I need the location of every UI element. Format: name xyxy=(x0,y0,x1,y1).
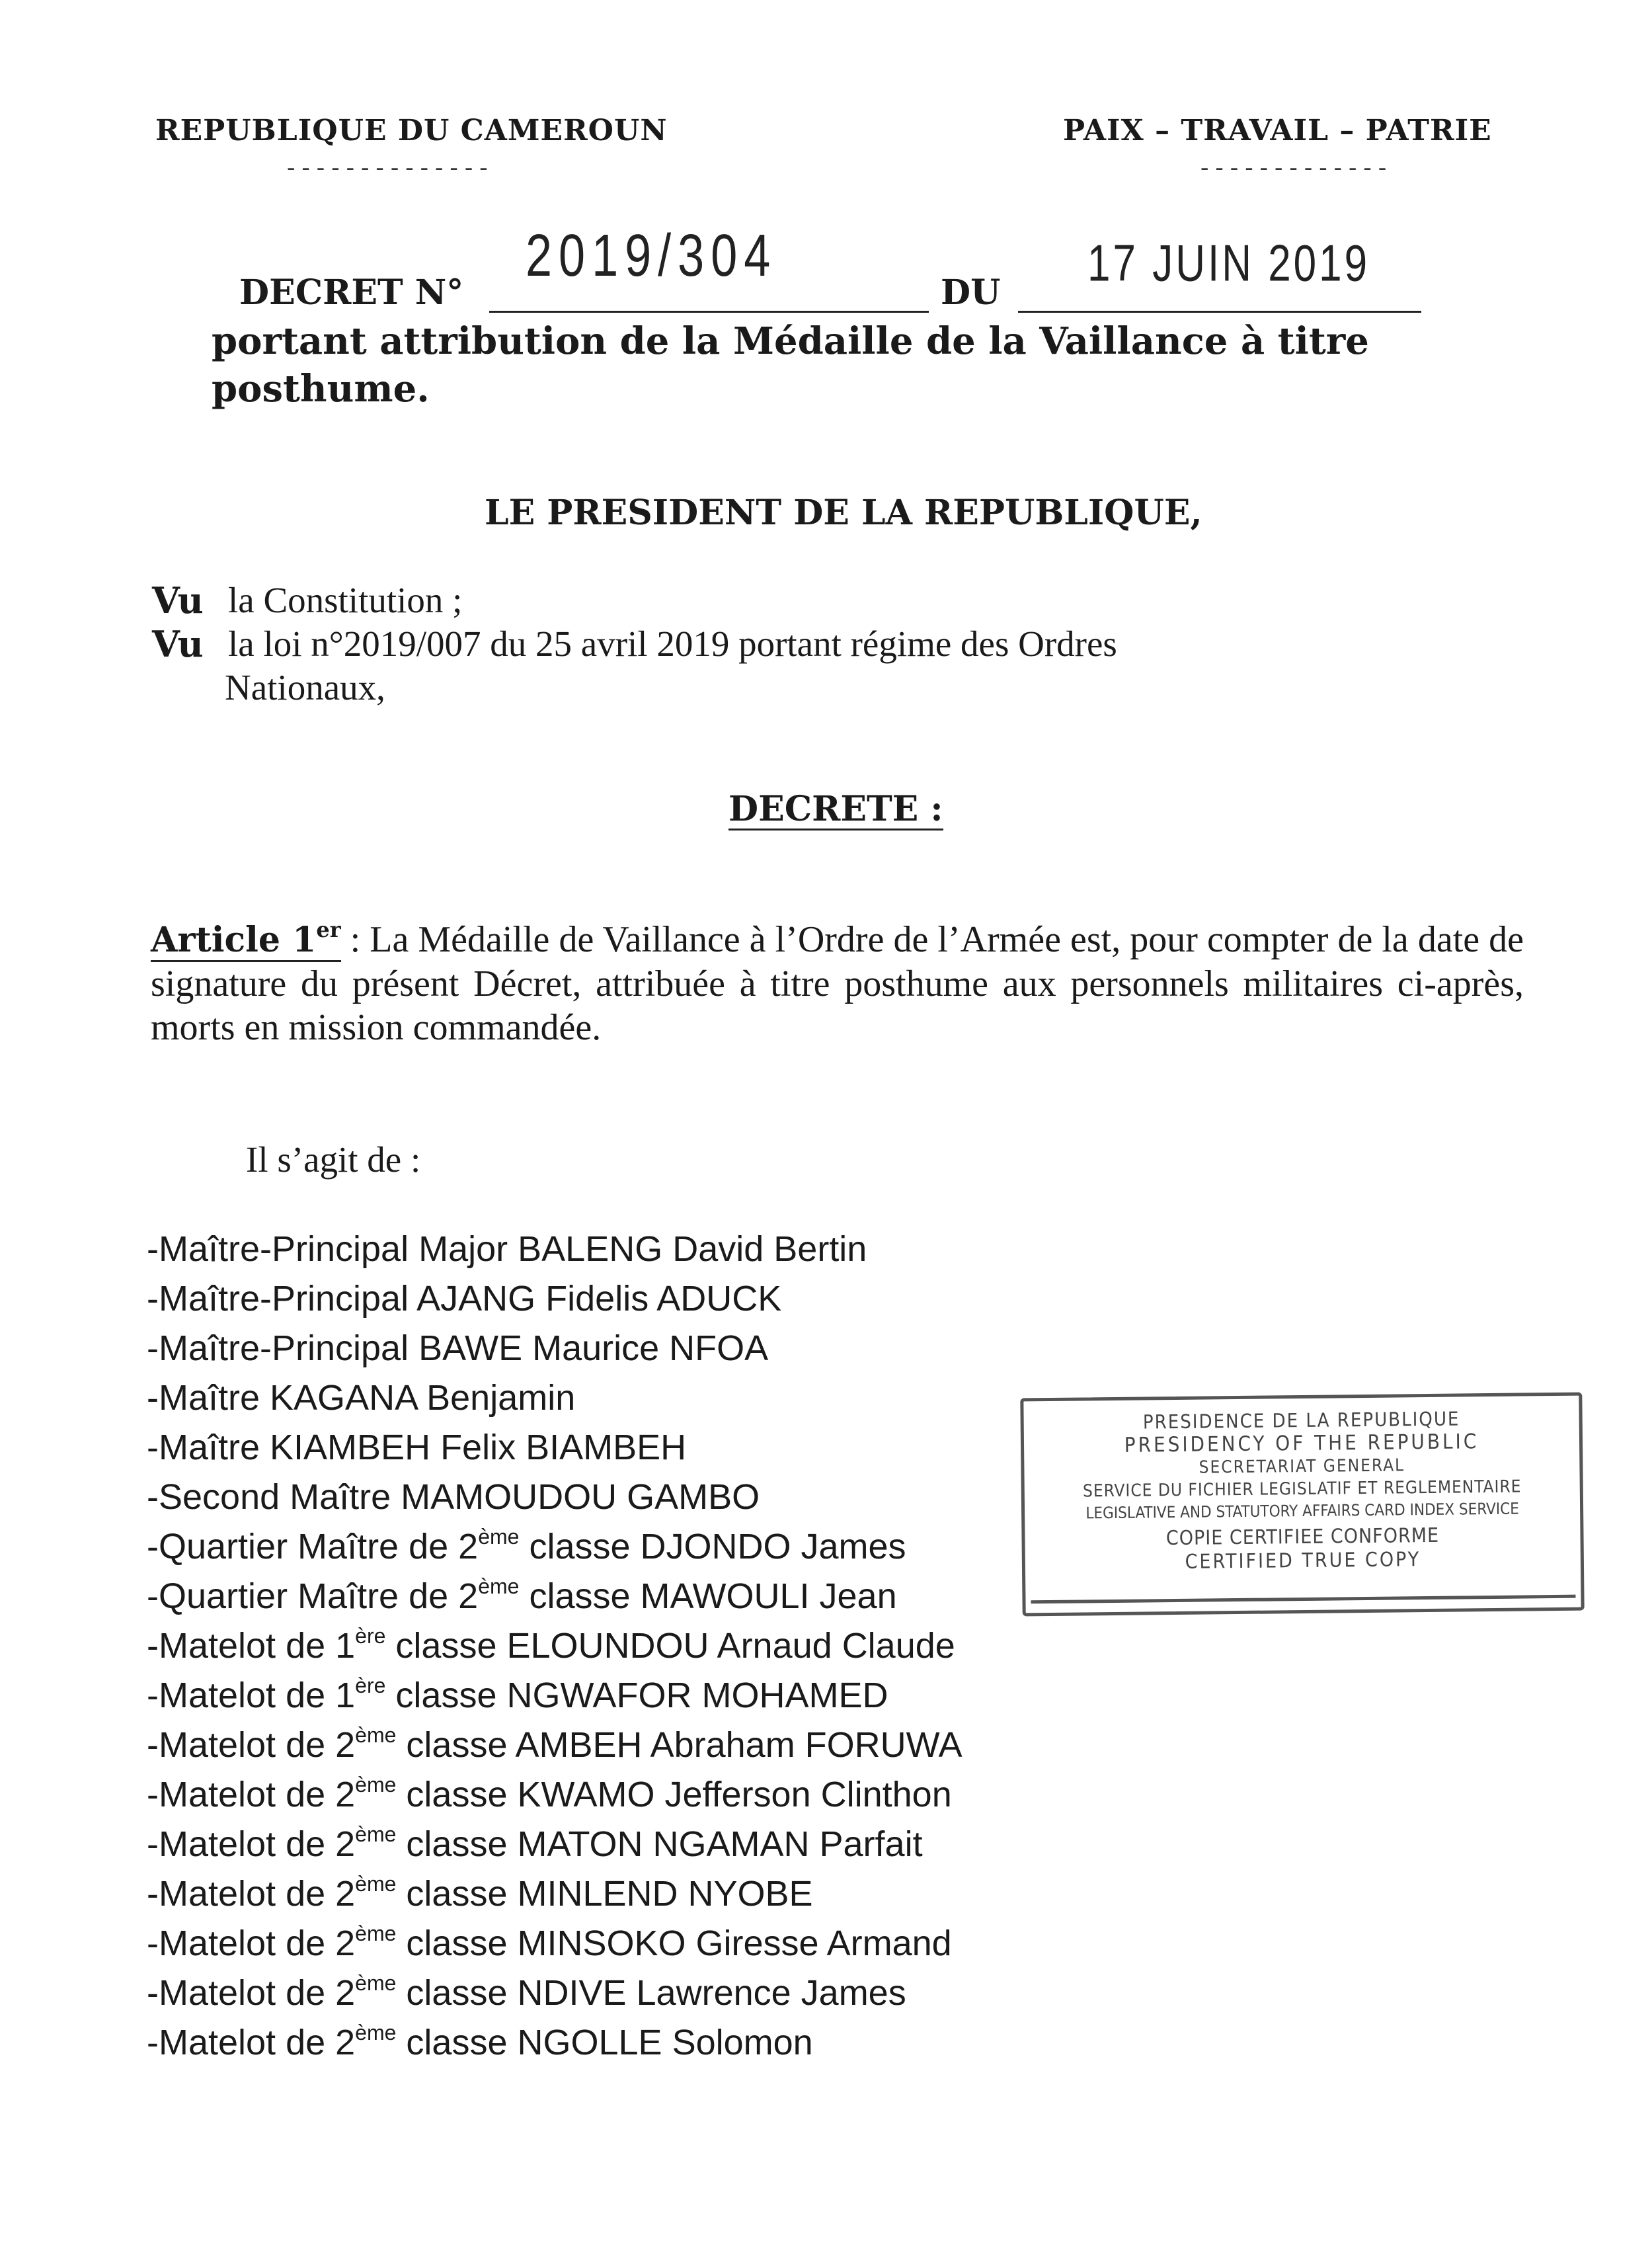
personnel-item xyxy=(147,1770,963,1820)
personnel-text: -Matelot de 1 xyxy=(147,1626,356,1666)
vu-label-2: Vu xyxy=(152,623,204,665)
personnel-class-sup: ème xyxy=(478,1574,520,1598)
header-left-dash: -------------- xyxy=(284,157,492,182)
personnel-text-rest: classe AMBEH Abraham FORUWA xyxy=(396,1725,963,1765)
decree-date: 17 JUIN 2019 xyxy=(1087,235,1370,292)
personnel-text-rest: classe NGOLLE Solomon xyxy=(396,2023,813,2062)
personnel-text: -Matelot de 2 xyxy=(147,1725,356,1765)
decrete-heading: DECRETE : xyxy=(728,789,943,829)
vu-label-1: Vu xyxy=(152,579,204,622)
president-heading: LE PRESIDENT DE LA REPUBLIQUE, xyxy=(485,493,1202,533)
personnel-item xyxy=(147,1473,963,1522)
personnel-text-rest: classe NGWAFOR MOHAMED xyxy=(385,1676,888,1715)
personnel-item xyxy=(147,1423,963,1473)
article-label: Article 1er xyxy=(151,920,341,962)
personnel-item xyxy=(147,1324,963,1373)
personnel-item xyxy=(147,1572,963,1621)
article-1 xyxy=(151,918,1524,1049)
decree-number-underline xyxy=(489,311,929,313)
decree-subject-line2: posthume. xyxy=(212,367,430,411)
decree-date-underline xyxy=(1018,311,1421,313)
personnel-item xyxy=(147,1225,963,1274)
header-left: REPUBLIQUE DU CAMEROUN xyxy=(155,114,668,147)
personnel-text-rest: classe DJONDO James xyxy=(519,1527,906,1566)
personnel-text-rest: classe MINLEND NYOBE xyxy=(396,1874,813,1914)
personnel-text: -Matelot de 2 xyxy=(147,1924,356,1963)
personnel-text: -Matelot de 2 xyxy=(147,1775,356,1814)
personnel-item xyxy=(147,1869,963,1919)
personnel-class-sup: ème xyxy=(355,1971,397,1995)
personnel-text: -Quartier Maître de 2 xyxy=(147,1527,479,1566)
article-text: : La Médaille de Vaillance à l’Ordre de l’Armée est, pour compter de la date de signature du présent Décret, attribuée à titre posthume aux personnels militaires ci-après, morts en mission commandée. xyxy=(151,919,1524,1048)
personnel-item xyxy=(147,1671,963,1721)
certified-copy-stamp xyxy=(1020,1393,1584,1617)
personnel-class-sup: ère xyxy=(355,1674,386,1697)
stamp-line5: LEGISLATIVE AND STATUTORY AFFAIRS CARD INDEX SERVICE xyxy=(1085,1499,1519,1523)
personnel-text: -Maître KAGANA Benjamin xyxy=(147,1378,576,1418)
personnel-text: -Second Maître MAMOUDOU GAMBO xyxy=(147,1477,760,1517)
decree-number-label: DECRET N° xyxy=(239,272,464,313)
personnel-class-sup: ère xyxy=(355,1624,386,1648)
header-right-dash: ------------- xyxy=(1198,157,1391,182)
personnel-text: -Matelot de 2 xyxy=(147,1824,356,1864)
personnel-text-rest: classe ELOUNDOU Arnaud Claude xyxy=(385,1626,955,1666)
personnel-item xyxy=(147,1621,963,1671)
stamp-line4: SERVICE DU FICHIER LEGISLATIF ET REGLEMENTAIRE xyxy=(1082,1477,1522,1502)
personnel-text-rest: classe MATON NGAMAN Parfait xyxy=(396,1824,923,1864)
personnel-item xyxy=(147,1721,963,1770)
personnel-item xyxy=(147,1373,963,1423)
personnel-text: -Quartier Maître de 2 xyxy=(147,1576,479,1616)
personnel-text: -Maître-Principal AJANG Fidelis ADUCK xyxy=(147,1279,782,1318)
stamp-line2: PRESIDENCY OF THE REPUBLIC xyxy=(1124,1430,1479,1457)
personnel-class-sup: ème xyxy=(355,1872,397,1896)
personnel-text: -Maître-Principal Major BALENG David Bertin xyxy=(147,1229,867,1269)
vu-text-1: la Constitution ; xyxy=(228,580,463,620)
vu-text-2: la loi n°2019/007 du 25 avril 2019 portant régime des Ordres xyxy=(228,624,1117,664)
personnel-class-sup: ème xyxy=(355,2021,397,2045)
stamp-bottom-rule xyxy=(1031,1595,1575,1604)
personnel-text: -Matelot de 2 xyxy=(147,1874,356,1914)
personnel-text-rest: classe KWAMO Jefferson Clinthon xyxy=(396,1775,952,1814)
personnel-text-rest: classe MAWOULI Jean xyxy=(519,1576,897,1616)
personnel-class-sup: ème xyxy=(355,1822,397,1846)
personnel-item xyxy=(147,1274,963,1324)
personnel-text-rest: classe MINSOKO Giresse Armand xyxy=(396,1924,952,1963)
personnel-item xyxy=(147,1919,963,1968)
stamp-line6: COPIE CERTIFIEE CONFORME xyxy=(1165,1523,1440,1551)
intro-text: Il s’agit de : xyxy=(246,1139,421,1180)
personnel-list xyxy=(147,1225,963,2068)
personnel-text: -Matelot de 2 xyxy=(147,1973,356,2013)
personnel-item xyxy=(147,1820,963,1869)
personnel-class-sup: ème xyxy=(355,1922,397,1945)
personnel-text: -Maître-Principal BAWE Maurice NFOA xyxy=(147,1328,769,1368)
stamp-line7: CERTIFIED TRUE COPY xyxy=(1185,1548,1421,1574)
personnel-item xyxy=(147,1522,963,1572)
decree-subject-line1: portant attribution de la Médaille de la Vaillance à titre xyxy=(212,319,1369,363)
personnel-class-sup: ème xyxy=(355,1773,397,1797)
personnel-text: -Matelot de 2 xyxy=(147,2023,356,2062)
personnel-class-sup: ème xyxy=(355,1723,397,1747)
personnel-text: -Maître KIAMBEH Felix BIAMBEH xyxy=(147,1428,687,1467)
stamp-line3: SECRETARIAT GENERAL xyxy=(1199,1455,1405,1478)
personnel-text: -Matelot de 1 xyxy=(147,1676,356,1715)
personnel-text-rest: classe NDIVE Lawrence James xyxy=(396,1973,906,2013)
header-right: PAIX – TRAVAIL – PATRIE xyxy=(1063,114,1492,147)
decree-date-label: DU xyxy=(941,272,1001,313)
personnel-item xyxy=(147,2018,963,2068)
stamp-line1: PRESIDENCE DE LA REPUBLIQUE xyxy=(1142,1407,1460,1434)
vu-text-2-cont: Nationaux, xyxy=(225,667,385,708)
personnel-item xyxy=(147,1968,963,2018)
decree-number: 2019/304 xyxy=(526,222,777,289)
personnel-class-sup: ème xyxy=(478,1525,520,1549)
